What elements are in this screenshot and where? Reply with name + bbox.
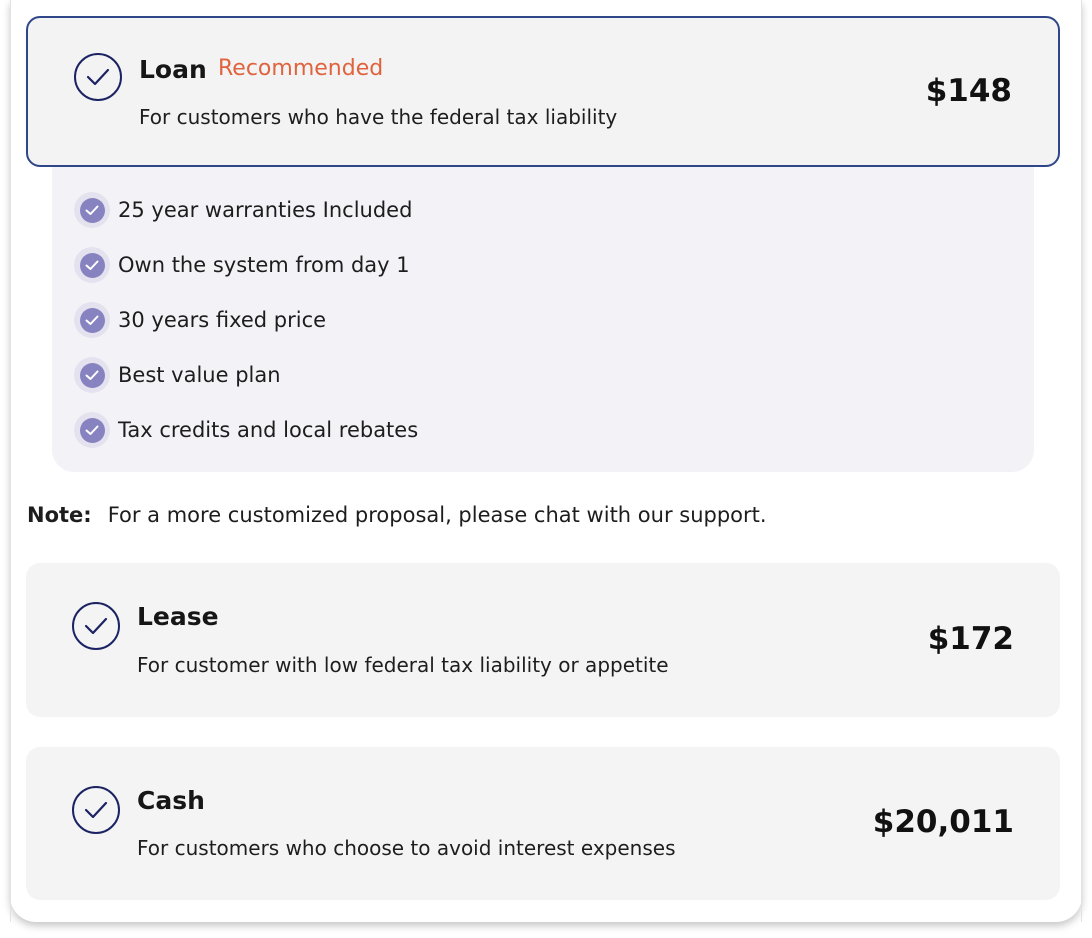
feature-label: Tax credits and local rebates [118, 418, 419, 442]
plan-title: Lease [137, 602, 219, 631]
note-label: Note: [27, 503, 92, 527]
plan-description: For customers who have the federal tax liability [139, 105, 618, 129]
feature-item [74, 247, 410, 283]
plan-feature-list [52, 160, 1034, 472]
feature-label: 25 year warranties Included [118, 198, 413, 222]
feature-label: Best value plan [118, 363, 281, 387]
note-text: For a more customized proposal, please chat with our support. [107, 503, 767, 527]
check-badge-icon [74, 192, 110, 228]
feature-label: 30 years fixed price [118, 308, 327, 332]
check-circle-icon[interactable] [72, 602, 120, 650]
feature-item [74, 302, 326, 338]
feature-item [74, 192, 412, 228]
recommended-badge: Recommended [218, 56, 384, 81]
plan-description: For customer with low federal tax liability or appetite [137, 653, 669, 677]
feature-item [74, 412, 418, 448]
plan-title: Cash [137, 786, 205, 815]
feature-label: Own the system from day 1 [118, 253, 410, 277]
plan-card-lease[interactable] [26, 563, 1060, 717]
check-circle-icon[interactable] [72, 786, 120, 834]
check-badge-icon [74, 357, 110, 393]
plan-card-cash[interactable] [26, 747, 1060, 900]
panel-right-edge [1081, 0, 1082, 922]
plan-price: $172 [927, 621, 1014, 657]
plan-card-loan[interactable] [26, 16, 1060, 167]
check-badge-icon [74, 412, 110, 448]
plan-description: For customers who choose to avoid interest expenses [137, 836, 676, 860]
panel-left-edge [10, 0, 11, 922]
plan-price: $20,011 [872, 804, 1014, 840]
check-badge-icon [74, 302, 110, 338]
feature-item [74, 357, 281, 393]
check-badge-icon [74, 247, 110, 283]
check-circle-icon[interactable] [74, 53, 122, 101]
plan-title: Loan [139, 55, 207, 84]
support-note [27, 503, 767, 527]
plan-price: $148 [925, 73, 1012, 109]
